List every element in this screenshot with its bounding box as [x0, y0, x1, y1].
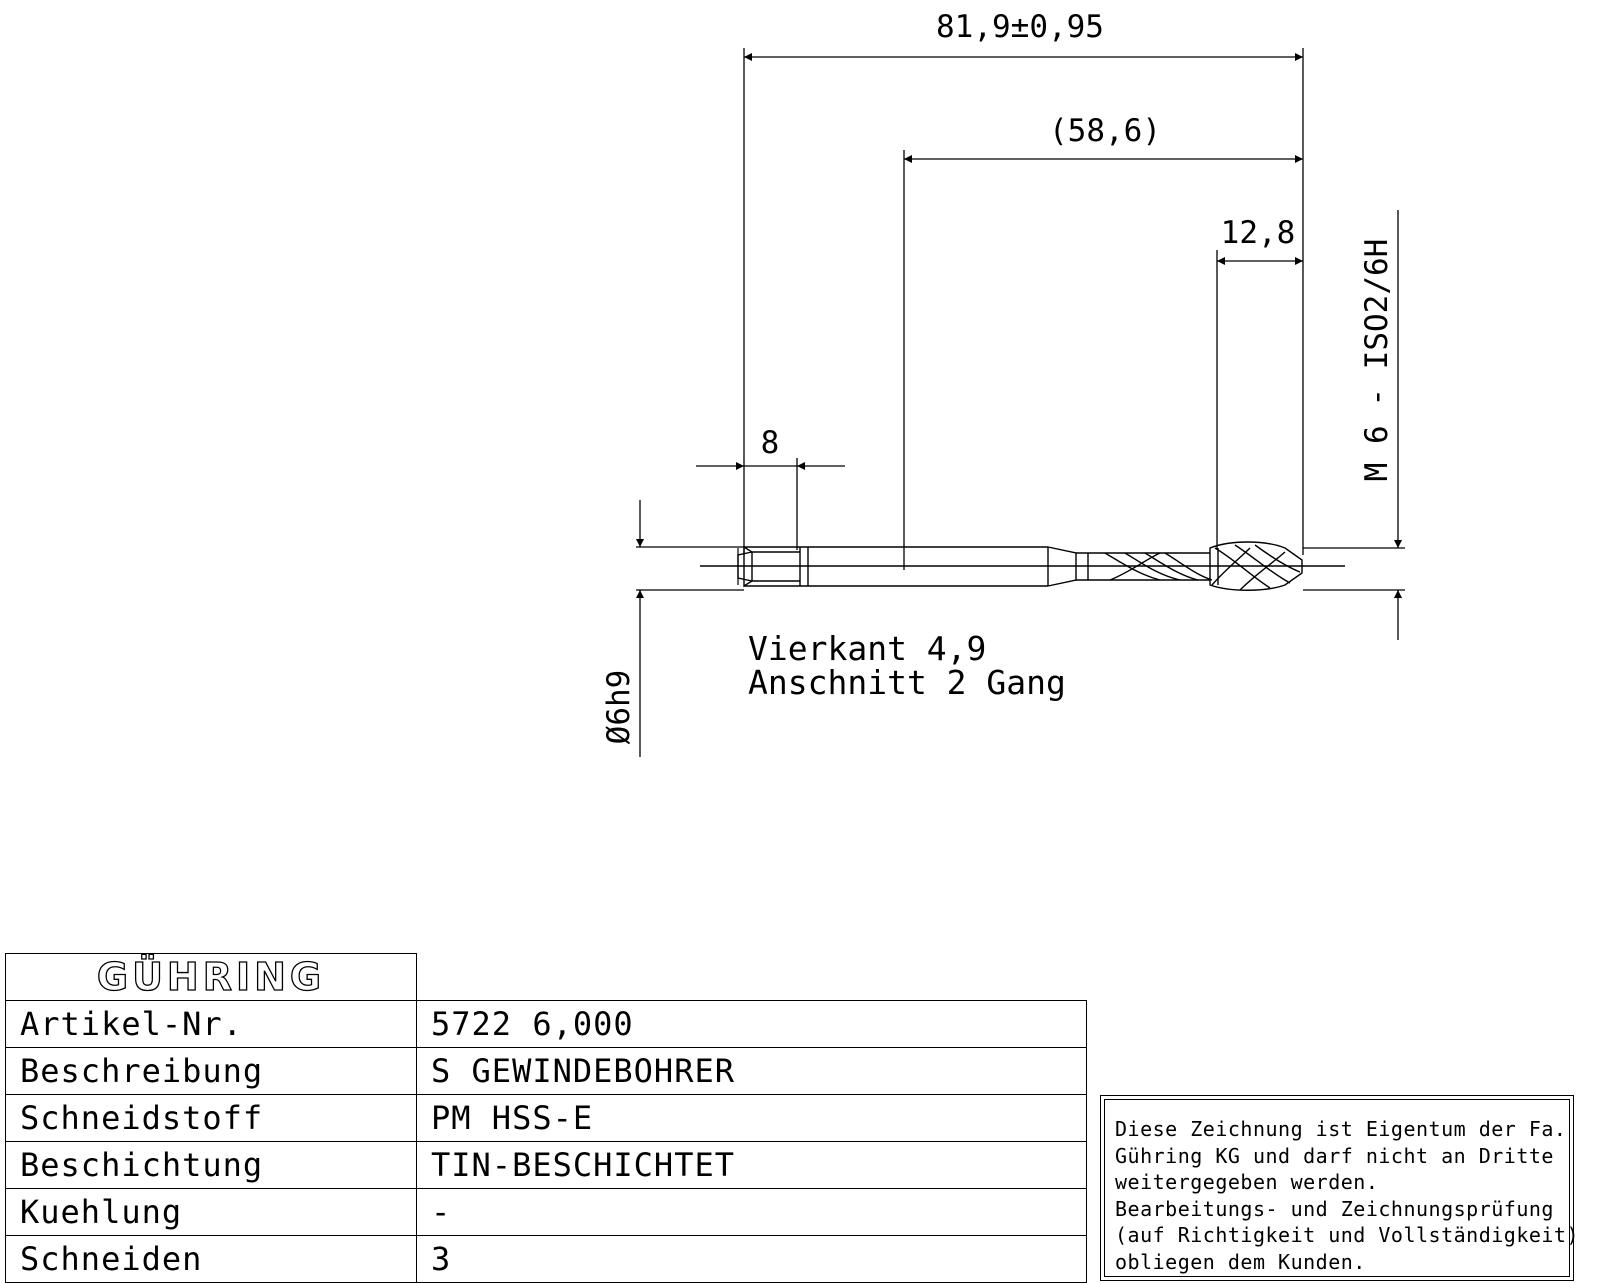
logo-row-empty [417, 954, 1087, 1001]
chamfer-note: Anschnitt 2 Gang [748, 663, 1066, 702]
disclaimer-text [1104, 1099, 1580, 1277]
disclaimer-line: Diese Zeichnung ist Eigentum der Fa. [1115, 1117, 1567, 1141]
square-note: Vierkant 4,9 [748, 629, 987, 668]
title-row-cooling [6, 1189, 1087, 1236]
coating-label: Beschichtung [6, 1142, 417, 1189]
disclaimer-line: weitergegeben werden. [1115, 1170, 1379, 1194]
title-row-flutes [6, 1236, 1087, 1283]
thread-spec-label: M 6 - ISO2/6H [1359, 238, 1395, 482]
article-label: Artikel-Nr. [6, 1001, 417, 1048]
disclaimer-line: Bearbeitungs- und Zeichnungsprüfung [1115, 1196, 1554, 1221]
cooling-value: - [417, 1189, 1087, 1236]
disclaimer-line: (auf Richtigkeit und Vollständigkeit) [1115, 1223, 1580, 1247]
dimension-labels [601, 9, 1395, 744]
square-length-label: 8 [760, 425, 780, 461]
title-row-coating [6, 1142, 1087, 1189]
flutes-label: Schneiden [6, 1236, 417, 1283]
article-value: 5722 6,000 [417, 1001, 1087, 1048]
title-row-article [6, 1001, 1087, 1048]
shank-length-label: (58,6) [1049, 113, 1161, 149]
flutes-value: 3 [417, 1236, 1087, 1283]
coating-value: TIN-BESCHICHTET [417, 1142, 1087, 1189]
overall-length-label: 81,9±0,95 [936, 9, 1104, 45]
logo-row [6, 954, 1087, 1001]
title-row-material [6, 1095, 1087, 1142]
title-row-description [6, 1048, 1087, 1095]
shank-diameter-label: Ø6h9 [601, 669, 637, 745]
material-value: PM HSS-E [417, 1095, 1087, 1142]
disclaimer-line: Gühring KG und darf nicht an Dritte [1115, 1143, 1554, 1168]
disclaimer-box [1100, 1095, 1580, 1281]
description-label: Beschreibung [6, 1048, 417, 1095]
cooling-label: Kuehlung [6, 1189, 417, 1236]
disclaimer-line: obliegen dem Kunden. [1115, 1249, 1366, 1274]
material-label: Schneidstoff [6, 1095, 417, 1142]
thread-length-label: 12,8 [1220, 215, 1296, 251]
logo-cell [6, 954, 417, 1001]
title-block [5, 953, 1087, 1283]
description-value: S GEWINDEBOHRER [417, 1048, 1087, 1095]
guehring-logo: GÜHRING [96, 955, 326, 999]
